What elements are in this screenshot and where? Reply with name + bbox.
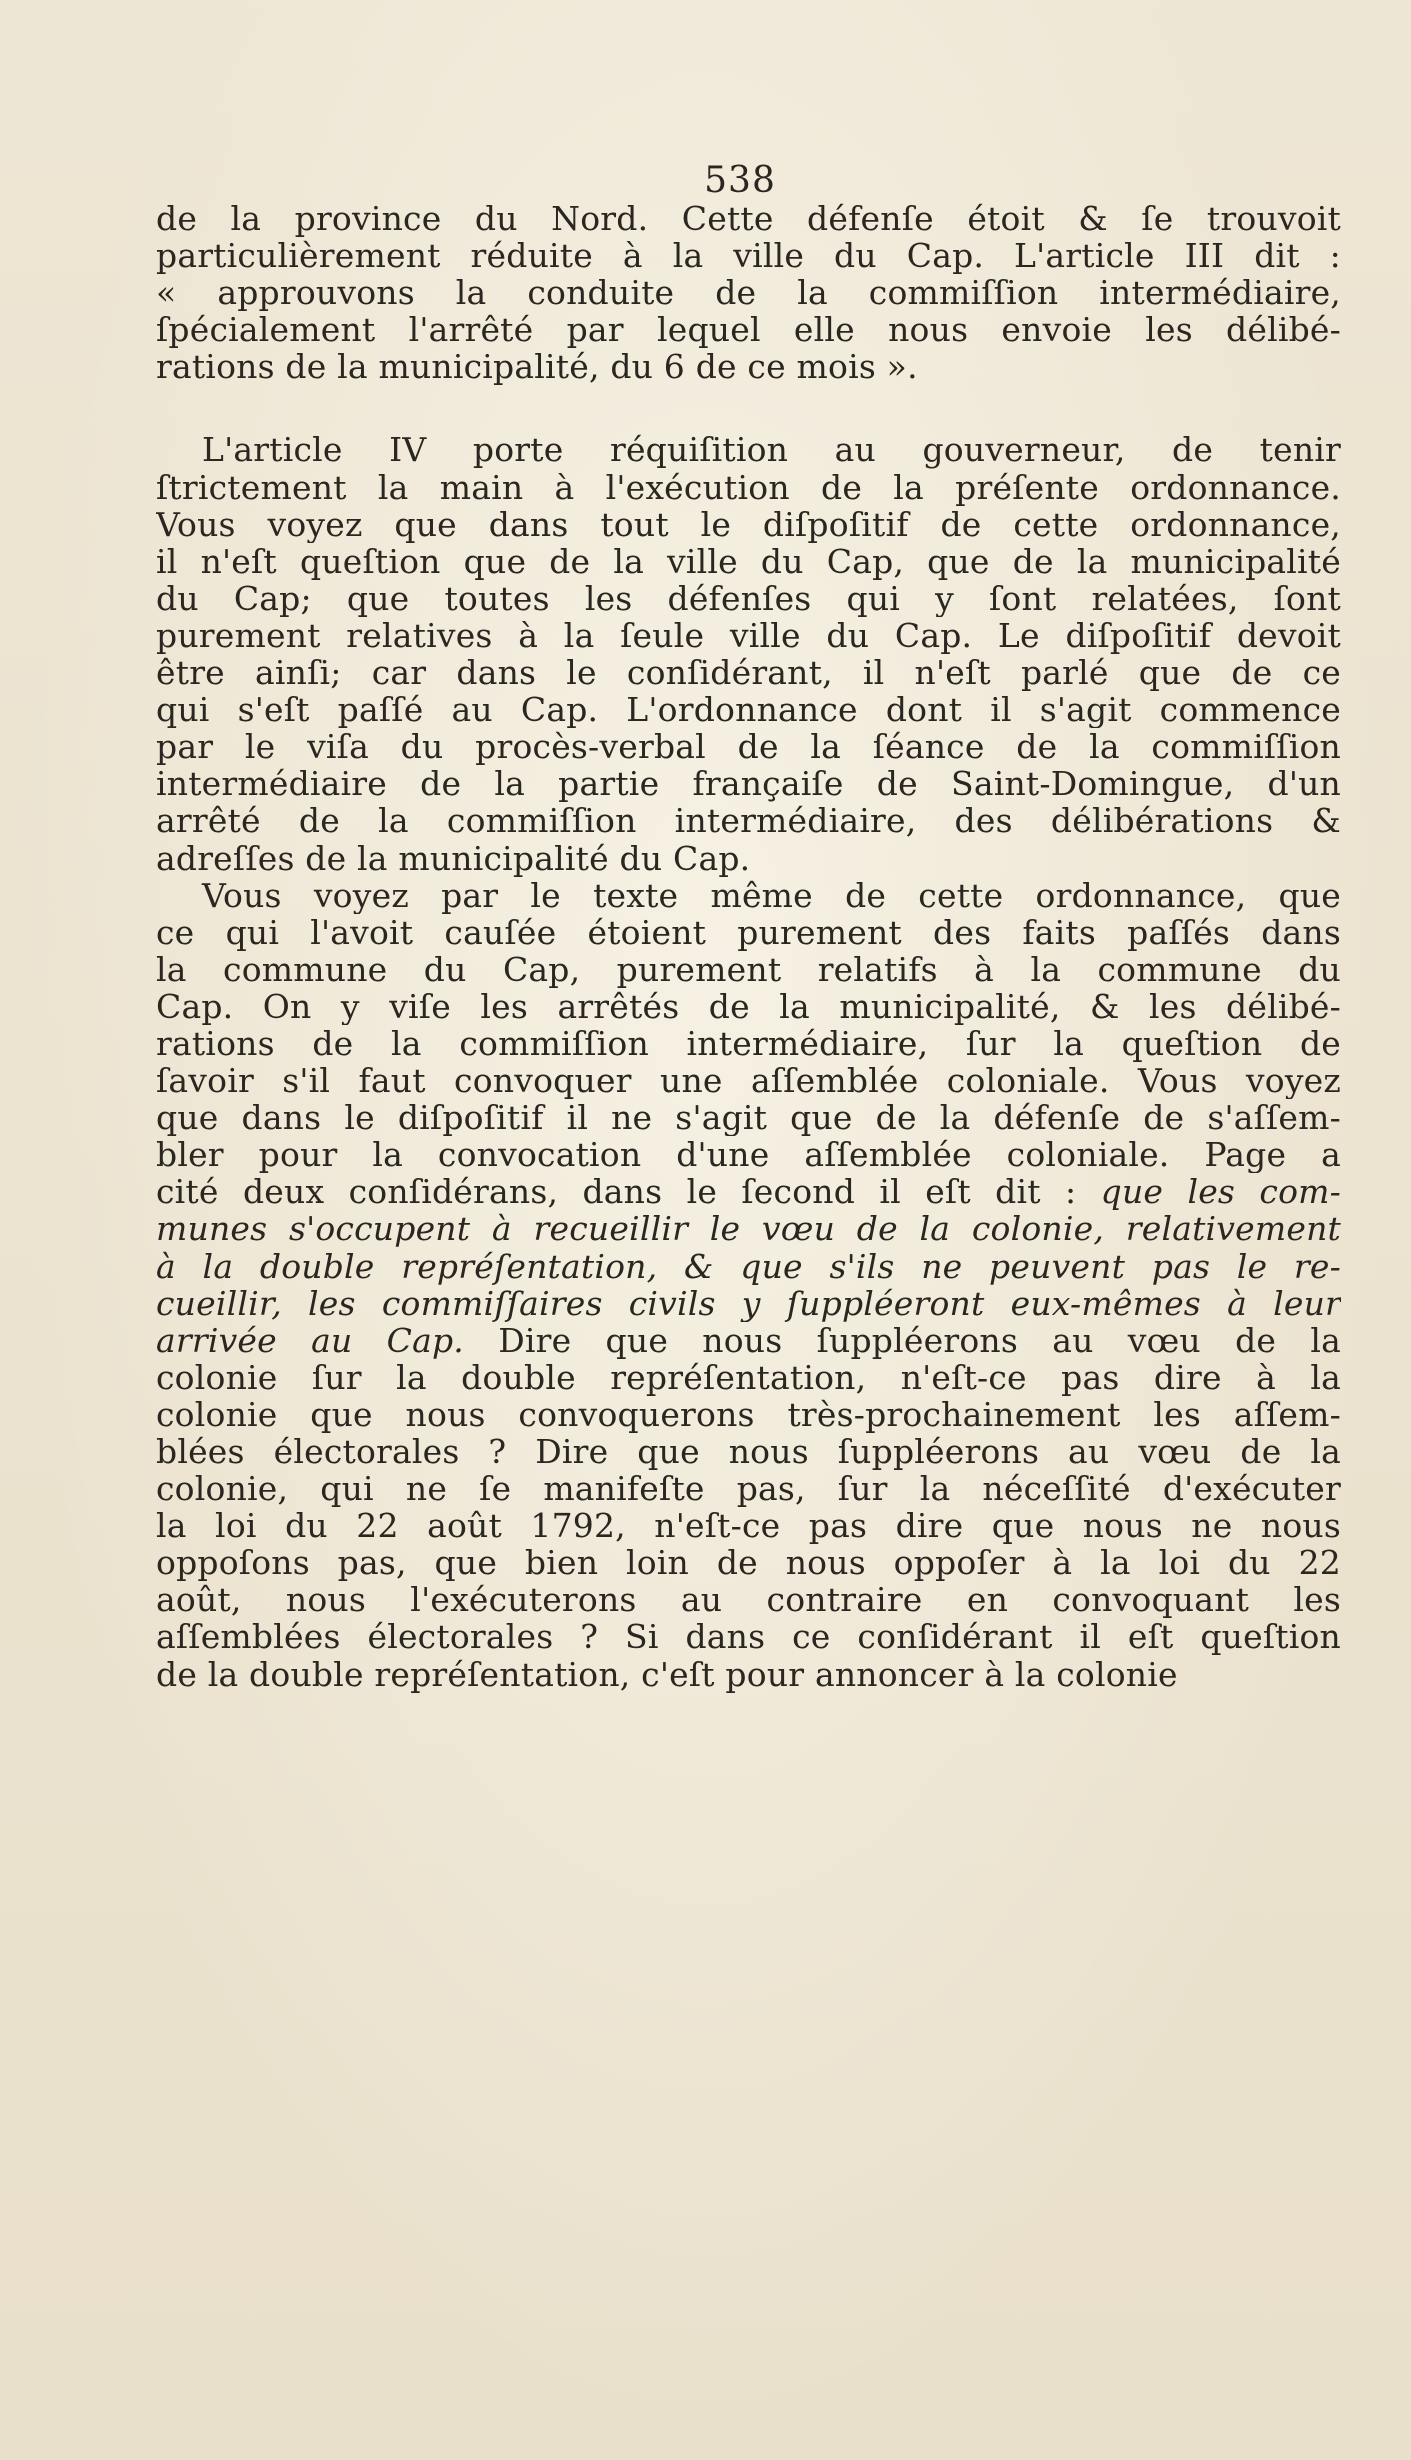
text-line xyxy=(156,506,1341,543)
text-span: qui s'eſt paſſé au Cap. L'ordonnance dont il s'agit commence xyxy=(156,691,1341,729)
text-span: arrêté de la commiſſion intermédiaire, des délibérations & xyxy=(156,802,1341,840)
text-line xyxy=(156,1136,1341,1173)
text-span: août, nous l'exécuterons au contraire en convoquant les xyxy=(156,1581,1341,1619)
text-line xyxy=(156,1062,1341,1099)
text-line xyxy=(156,543,1341,580)
text-span: être ainſi; car dans le conſidérant, il n'eſt parlé que de ce xyxy=(156,654,1341,692)
text-span: purement relatives à la ſeule ville du Cap. Le diſpoſitif devoit xyxy=(156,616,1341,655)
text-span: du Cap; que toutes les défenſes qui y ſont relatées, ſont xyxy=(156,579,1341,617)
text-line xyxy=(156,580,1341,617)
italic-span: à la double repréſentation, & que s'ils ne peuvent pas le re- xyxy=(156,1247,1341,1285)
text-span: adreſſes de la municipalité du Cap. xyxy=(156,839,751,877)
text-span: que dans le diſpoſitif il ne s'agit que de la défenſe de s'aſſem- xyxy=(156,1099,1341,1137)
text-line xyxy=(156,877,1341,914)
text-span: rations de la commiſſion intermédiaire, ſur la queſtion de xyxy=(156,1024,1341,1063)
body-text xyxy=(156,200,1341,1693)
text-line xyxy=(156,1581,1341,1618)
text-line xyxy=(156,431,1341,468)
text-line xyxy=(156,1359,1341,1396)
text-span: blées électorales ? Dire que nous ſuppléerons au vœu de la xyxy=(156,1433,1341,1471)
text-line xyxy=(156,1248,1341,1285)
text-span: colonie que nous convoquerons très-prochainement les aſſem- xyxy=(156,1395,1341,1433)
text-span: rations de la municipalité, du 6 de ce mois ». xyxy=(156,348,918,386)
text-line xyxy=(156,274,1341,311)
text-span: particulièrement réduite à la ville du Cap. L'article III dit : xyxy=(156,237,1341,275)
text-span: la loi du 22 août 1792, n'eſt-ce pas dire que nous ne nous xyxy=(156,1507,1341,1545)
paragraph-gap xyxy=(156,385,1341,431)
text-span: Vous voyez que dans tout le diſpoſitif de cette ordonnance, xyxy=(156,505,1341,543)
text-line xyxy=(156,617,1341,654)
text-line xyxy=(156,691,1341,728)
text-line xyxy=(156,1656,1341,1693)
text-line xyxy=(156,1470,1341,1507)
text-line xyxy=(156,1507,1341,1544)
text-line xyxy=(156,1618,1341,1655)
text-line xyxy=(156,1544,1341,1581)
italic-span: que les com- xyxy=(1100,1173,1341,1211)
paragraph xyxy=(156,877,1341,1693)
text-line xyxy=(156,1210,1341,1247)
text-span: cité deux conſidérans, dans le ſecond il eſt dit : xyxy=(156,1173,1101,1211)
text-line xyxy=(156,469,1341,506)
text-span: par le viſa du procès-verbal de la ſéance de la commiſſion xyxy=(156,728,1341,766)
italic-span: arrivée au Cap. xyxy=(156,1321,464,1359)
text-span: aſſemblées électorales ? Si dans ce conſidérant il eſt queſtion xyxy=(156,1618,1341,1656)
text-span: colonie ſur la double repréſentation, n'eſt-ce pas dire à la xyxy=(156,1358,1341,1396)
text-span: Cap. On y viſe les arrêtés de la municipalité, & les délibé- xyxy=(156,987,1341,1025)
text-span: L'article IV porte réquiſition au gouverneur, de tenir xyxy=(202,431,1341,469)
text-line xyxy=(156,1396,1341,1433)
text-span: ſavoir s'il faut convoquer une aſſemblée coloniale. Vous voyez xyxy=(156,1062,1341,1100)
page-number: 538 xyxy=(704,160,776,201)
text-line xyxy=(156,951,1341,988)
text-span: ce qui l'avoit cauſée étoient purement des faits paſſés dans xyxy=(156,913,1341,951)
text-span: « approuvons la conduite de la commiſſion intermédiaire, xyxy=(156,274,1341,312)
text-line xyxy=(156,728,1341,765)
text-span: de la double repréſentation, c'eſt pour annoncer à la colonie xyxy=(156,1655,1178,1693)
text-line xyxy=(156,348,1341,385)
text-line xyxy=(156,802,1341,839)
text-line xyxy=(156,765,1341,802)
text-line xyxy=(156,237,1341,274)
text-line xyxy=(156,914,1341,951)
text-line xyxy=(156,1099,1341,1136)
text-line xyxy=(156,988,1341,1025)
text-span: ſtrictement la main à l'exécution de la préſente ordonnance. xyxy=(156,468,1341,506)
text-span: Dire que nous ſuppléerons au vœu de la xyxy=(464,1321,1341,1359)
italic-span: cueillir, les commiſſaires civils y ſuppléeront eux-mêmes à leur xyxy=(156,1284,1341,1322)
text-line xyxy=(156,311,1341,348)
text-line xyxy=(156,1025,1341,1062)
text-span: colonie, qui ne ſe manifeſte pas, ſur la néceſſité d'exécuter xyxy=(156,1470,1341,1508)
text-line xyxy=(156,1173,1341,1210)
text-line xyxy=(156,200,1341,237)
text-span: il n'eſt queſtion que de la ville du Cap, que de la municipalité xyxy=(156,542,1341,580)
text-line xyxy=(156,1285,1341,1322)
text-line xyxy=(156,1433,1341,1470)
paragraph xyxy=(156,200,1341,385)
text-span: la commune du Cap, purement relatifs à la commune du xyxy=(156,950,1341,988)
text-span: intermédiaire de la partie françaiſe de Saint-Domingue, d'un xyxy=(156,765,1341,803)
text-span: de la province du Nord. Cette défenſe étoit & ſe trouvoit xyxy=(156,200,1341,238)
paragraph xyxy=(156,431,1341,876)
text-span: Vous voyez par le texte même de cette ordonnance, que xyxy=(202,876,1341,914)
italic-span: munes s'occupent à recueillir le vœu de la colonie, relativement xyxy=(156,1210,1341,1248)
text-span: oppoſons pas, que bien loin de nous oppoſer à la loi du 22 xyxy=(156,1544,1341,1582)
text-span: bler pour la convocation d'une aſſemblée coloniale. Page a xyxy=(156,1136,1341,1174)
text-span: ſpécialement l'arrêté par lequel elle nous envoie les délibé- xyxy=(156,311,1341,349)
text-line xyxy=(156,1322,1341,1359)
text-line xyxy=(156,840,1341,877)
text-line xyxy=(156,654,1341,691)
